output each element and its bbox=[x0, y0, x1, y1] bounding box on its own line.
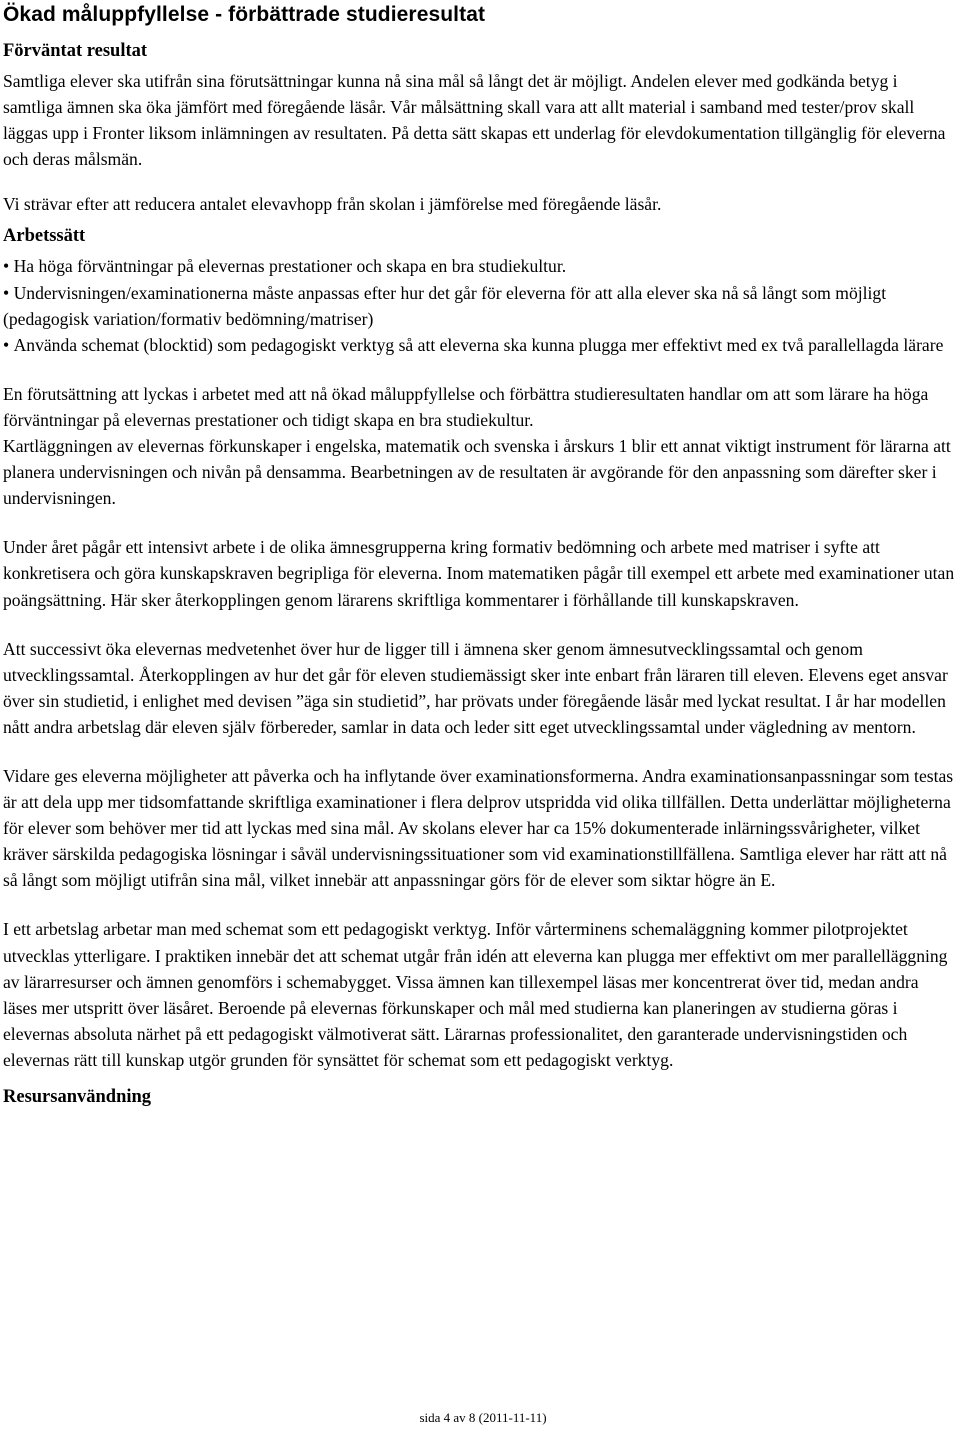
paragraph-arbetssatt-2: Kartläggningen av elevernas förkunskaper i engelska, matematik och svenska i årskurs 1 blir ett annat viktigt instrument för lärarna att planera undervisningen och nivån på densamma. Bearbetningen av de resultaten är avgörande för den anpassning som därefter sker i undervisningen. bbox=[3, 436, 951, 509]
section-heading-resursanvandning: Resursanvändning bbox=[3, 1087, 152, 1107]
document-title: Ökad måluppfyllelse - förbättrade studieresultat bbox=[3, 3, 486, 26]
paragraph-arbetssatt-1: En förutsättning att lyckas i arbetet med att nå ökad måluppfyllelse och förbättra studieresultaten handlar om att som lärare ha höga förväntningar på elevernas prestationer och tidigt skapa en bra studiekultur. bbox=[3, 383, 929, 430]
page-footer: sida 4 av 8 (2011-11-11) bbox=[419, 1410, 547, 1425]
paragraph-arbetssatt-4: Att successivt öka elevernas medvetenhet över hur de ligger till i ämnena sker genom ämnesutvecklingssamtal och genom utvecklingssamtal. Återkopplingen av hur det går för eleven studiemässigt sker inte enbart från läraren till eleven. Elevens eget ansvar över sin studietid, i enlighet med devisen ”äga sin studietid”, har prövats under föregående läsår med lyckat resultat. I år har modellen nått andra arbetslag där eleven själv förbereder, samlar in data och leder sitt eget utvecklingssamtal under vägledning av mentorn. bbox=[3, 638, 948, 737]
paragraph-arbetssatt-6: I ett arbetslag arbetar man med schemat som ett pedagogiskt verktyg. Inför vårterminens schemaläggning kommer pilotprojektet utvecklas ytterligare. I praktiken innebär det att schemat utgår från idén att eleverna kan plugga mer effektivt om mer parallelläggning av lärarresurser och ämnen genomförs i schemabygget. Vissa ämnen kan tillexempel läsas mer koncentrerat över tid, medan andra läses mer utspritt över läsåret. Beroende på elevernas förkunskaper och mål med studierna kan planeringen av studierna göras i elevernas absoluta närhet på ett pedagogiskt välmotiverat sätt. Lärarnas professionalitet, den garanterade undervisningstiden och elevernas rätt till kunskap utgör grunden för synsättet för schemat som ett pedagogiskt verktyg. bbox=[3, 919, 948, 1070]
section-heading-arbetssatt: Arbetssätt bbox=[3, 226, 86, 247]
bullet-icon bbox=[3, 283, 14, 303]
section-heading-forvantat-resultat: Förväntat resultat bbox=[3, 41, 148, 61]
list-item bbox=[3, 332, 957, 358]
list-item-text: Undervisningen/examinationerna måste anpassas efter hur det går för eleverna för att alla elever ska nå så långt som möjligt (pedagogisk variation/formativ bedömning/matriser) bbox=[3, 282, 887, 329]
paragraph-forvantat-2: Vi strävar efter att reducera antalet elevavhopp från skolan i jämförelse med föregående läsår. bbox=[3, 194, 662, 215]
list-item bbox=[3, 253, 957, 279]
paragraph-forvantat-1: Samtliga elever ska utifrån sina förutsättningar kunna nå sina mål så långt det är möjligt. Andelen elever med godkända betyg i samtliga ämnen ska öka jämfört med föregående läsår. Vår målsättning skall vara att allt material i samband med tester/prov skall läggas upp i Fronter liksom inlämningen av resultaten. På detta sätt skapas ett underlag för elevdokumentation tillgänglig för eleverna och deras målsmän. bbox=[3, 71, 946, 170]
list-item bbox=[3, 280, 957, 332]
bullet-icon bbox=[3, 335, 14, 355]
list-item-text: Använda schemat (blocktid) som pedagogiskt verktyg så att eleverna ska kunna plugga mer effektivt med ex två parallellagda lärare bbox=[13, 334, 944, 355]
bullet-icon bbox=[3, 256, 14, 276]
paragraph-arbetssatt-5: Vidare ges eleverna möjligheter att påverka och ha inflytande över examinationsformerna. Andra examinationsanpassningar som testas är att dela upp mer tidsomfattande skriftliga examinationer i flera delprov utspridda vid olika tillfällen. Detta underlättar möjligheterna för elever som behöver mer tid att lyckas med sina mål. Av skolans elever har ca 15% dokumenterade inlärningssvårigheter, vilket kräver särskilda pedagogiska lösningar i såväl undervisningssituationer som vid examinationstillfällena. Samtliga elever har rätt att nå så långt som möjligt utifrån sina mål, vilket innebär att anpassningar görs för de elever som siktar högre än E. bbox=[3, 765, 954, 891]
bullet-list bbox=[3, 253, 957, 357]
paragraph-arbetssatt-3: Under året pågår ett intensivt arbete i de olika ämnesgrupperna kring formativ bedömning och arbete med matriser i syfte att konkretisera och göra kunskapskraven begripliga för eleverna. Inom matematiken pågår till exempel ett arbete med examinationer utan poängsättning. Här sker återkopplingen genom lärarens skriftliga kommentarer i förhållande till kunskapskraven. bbox=[3, 537, 955, 610]
document-page bbox=[3, 0, 957, 1110]
list-item-text: Ha höga förväntningar på elevernas prestationer och skapa en bra studiekultur. bbox=[13, 256, 567, 277]
